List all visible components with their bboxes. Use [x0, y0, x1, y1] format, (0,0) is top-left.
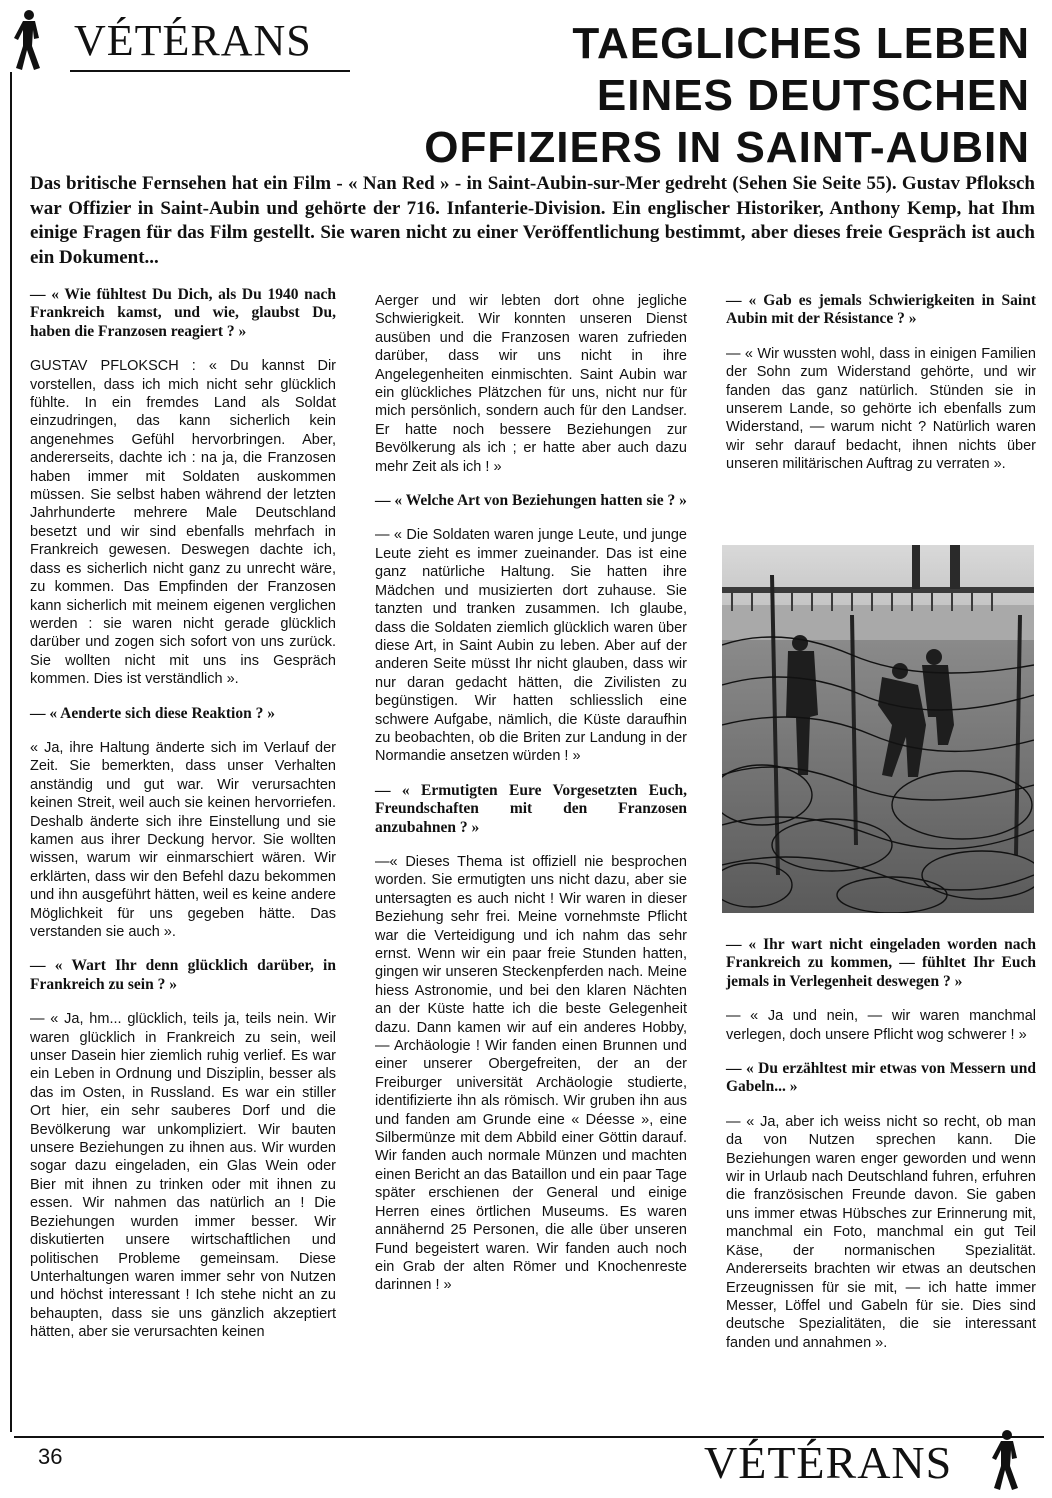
barbed-wire-illustration	[722, 545, 1034, 913]
interview-answer: Aerger und wir lebten dort ohne jegliche Schwierigkeit. Wir konnten unseren Dienst ausüben und die Franzosen waren zufrieden darüber, dass wir uns nicht in ihre Angelegenheiten einmischten. Saint Aubin war ein glückliches Plätzchen für uns, nicht nur für mich persönlich, sondern auch für den Landser. Er hatte noch bessere Beziehungen zur Bevölkerung als ich ; er hatte aber auch dazu mehr Zeit als ich ! »	[375, 293, 687, 475]
interview-answer: GUSTAV PFLOKSCH : « Du kannst Dir vorstellen, dass ich mich nicht sehr glücklich fühlte. In ein fremdes Land als Soldat einzudringen, das kann sicherlich kein angenehmes Gefühl hervorbringen. Aber, andererseits, dachte ich : na ja, die Franzosen haben immer mit Soldaten auskommen müssen. Sie selbst haben während der letzten Jahrhunderte mehrere Male Deutschland besetzt und wir sind ebenfalls mehrfach in Frankreich gewesen. Deswegen dachte ich, dass es sicherlich nicht ganz zu unrecht wäre, zu kommen. Das Empfinden der Franzosen kann sicherlich mit meinem eigenen verglichen werden : sie waren nicht gerade glücklich darüber und zogen sich sofort von uns zurück. Sie wollten nicht mit uns ins Gespräch kommen. Dies ist verständlich ».	[30, 358, 336, 688]
interview-question: — « Wart Ihr denn glücklich darüber, in Frankreich zu sein ? »	[30, 957, 336, 993]
soldier-silhouette-icon	[988, 1428, 1024, 1492]
text-column-3-top	[726, 292, 1036, 490]
headline-line: OFFIZIERS IN SAINT-AUBIN	[424, 123, 1030, 172]
barbed-wire-photo	[722, 545, 1034, 913]
text-column-2	[375, 292, 687, 1295]
interview-answer: — « Ja, aber ich weiss nicht so recht, ob man da von Nutzen sprechen kann. Die Beziehungen waren enger geworden und wenn wir in Urlaub nach Deutschland fuhren, erfuhren die französischen Freunde davon. Sie gaben uns immer etwas Hübsches zur Erinnerung mit, manchmal ein Foto, manchmal ein gut Teil Käse, der normanischen Spezialität. Andererseits brachten wir etwas an deutschen Erzeugnissen für sie mit, — ich hatte immer Messer, Löffel und Gabeln für sie. Dies sind deutsche Spezialitäten, die sie interessant fanden und annahmen ».	[726, 1113, 1036, 1351]
interview-answer: — « Ja und nein, — wir waren manchmal verlegen, doch unsere Pflicht wog schwerer ! »	[726, 1008, 1036, 1043]
interview-question: — « Welche Art von Beziehungen hatten sie ? »	[375, 492, 687, 510]
interview-question: — « Gab es jemals Schwierigkeiten in Saint Aubin mit der Résistance ? »	[726, 292, 1036, 328]
interview-answer: — « Ja, hm... glücklich, teils ja, teils nein. Wir waren glücklich in Frankreich zu sein, weil unser Dasein hier ziemlich ruhig verlief. Es war ein Leben in Ordnung und Disziplin, besser als das im Osten, in Russland. Es war ein stiller Ort hier, ein sehr sauberes Dorf und die Bevölkerung war unkompliziert. Wir bauten unsere Beziehungen zu ihnen aus. Wir wurden sogar dazu eingeladen, ein Glas Wein oder Bier mit ihnen zu trinken oder mit ihnen zu essen. Wir nahmen das natürlich an ! Die Beziehungen wurden immer besser. Wir diskutierten unsere wirtschaftlichen und politischen Probleme gemeinsam. Diese Unterhaltungen waren immer sehr von Nutzen und höchst interessant ! Ich stehe nicht an zu behaupten, dass sie uns gänzlich akzeptiert hätten, aber sie verursachten keinen	[30, 1011, 336, 1341]
interview-question: — « Aenderte sich diese Reaktion ? »	[30, 704, 275, 722]
headline-line: EINES DEUTSCHEN	[596, 71, 1030, 120]
interview-answer: — « Wir wussten wohl, dass in einigen Familien der Sohn zum Widerstand gehörte, und wir fanden das ganz natürlich. Stünden sie in unserem Lande, so gehörte ich ebenfalls zum Widerstand, — warum nicht ? Natürlich waren wir sehr darauf bedacht, ihnen nichts über unseren militärischen Auftrag zu verraten ».	[726, 345, 1036, 473]
interview-question: — « Du erzähltest mir etwas von Messern und Gabeln... »	[726, 1060, 1036, 1096]
headline-line: TAEGLICHES LEBEN	[572, 19, 1030, 68]
left-margin-rule	[10, 72, 12, 1432]
article-intro: Das britische Fernsehen hat ein Film - « Nan Red » - in Saint-Aubin-sur-Mer gedreht (Sehen Sie Seite 55). Gustav Pfloksch war Offizier in Saint-Aubin und gehörte der 716. Infanterie-Division. Ein englischer Historiker, Anthony Kemp, hat Ihm einige Fragen für das Film gestellt. Sie waren nicht zu einer Veröffentlichung bestimmt, aber dieses freie Gespräch ist auch ein Dokument...	[30, 173, 1035, 268]
interview-answer: —« Dieses Thema ist offiziell nie besprochen worden. Sie ermutigten uns nicht dazu, aber sie untersagten es auch nicht ! Wir waren in dieser Beziehung sehr frei. Meine vornehmste Pflicht war die Verteidigung und ich nahm das sehr ernst. Wenn wir ein paar freie Stunden hatten, gingen wir unseren Steckenpferden nach. Meine hiess Astronomie, und bei den klaren Nächten an der Küste hatte ich die beste Gelegenheit dazu. Dann kamen wir auf ein anderes Hobby, — Archäologie ! Wir fanden einen Brunnen und einer unserer Obergefreiten, der an der Freiburger universität Archäologie studierte, identifizierte ihn als römisch. Wir gruben ihn aus und fanden am Grunde eine « Déesse », eine Silbermünze mit dem Abbild einer Göttin darauf. Wir fanden auch normale Münzen und machten einen Bericht an das Bataillon und ein paar Tage später erschienen der General und einige Herren eines örtlichen Museums. Es waren annähernd 25 Personen, die alle über unseren Fund begeistert waren. Wir fanden auch noch ein Grab der alten Römer und Knochenreste darinnen ! »	[375, 853, 687, 1294]
interview-question: — « Ermutigten Eure Vorgesetzten Euch, Freundschaften mit den Franzosen anzubahnen ? »	[375, 781, 687, 836]
soldier-silhouette-icon	[10, 8, 46, 72]
magazine-logo-top: VÉTÉRANS	[74, 16, 312, 65]
text-column-1	[30, 286, 336, 1342]
magazine-logo-bottom: VÉTÉRANS	[704, 1437, 953, 1488]
interview-answer: — « Die Soldaten waren junge Leute, und junge Leute zieht es immer zueinander. Das ist eine ganz natürliche Haltung. Sie hatten ihre Mädchen und musizierten dort zuhause. Sie tanzten und tranken zusammen. Ich glaube, dass die Soldaten ziemlich glücklich waren über diese Art, in Saint Aubin zu leben. Aber auf der anderen Seite müsst Ihr nicht glauben, dass wir nur daran gedacht hätten, die Zivilisten zu begünstigen. Wir hatten schliesslich eine schwere Aufgabe, nämlich, die Küste daraufhin zu beobachten, ob die Briten zur Landung in der Normandie ansetzen würden ! »	[375, 527, 687, 765]
interview-question: — « Wie fühltest Du Dich, als Du 1940 nach Frankreich kamst, und wie, glaubst Du, haben die Franzosen reagiert ? »	[30, 286, 336, 340]
page-number: 36	[38, 1444, 63, 1469]
interview-question: — « Ihr wart nicht eingeladen worden nach Frankreich zu kommen, — fühltet Ihr Euch jemals in Verlegenheit deswegen ? »	[726, 936, 1036, 990]
logo-underline	[70, 70, 350, 72]
interview-answer: « Ja, ihre Haltung änderte sich im Verlauf der Zeit. Sie bemerkten, dass unser Verhalten anständig und gut war. Wir verursachten keinen Streit, weil auch sie keinen hervorriefen. Deshalb änderte sich ihre Einstellung und sie kamen aus ihrer Deckung hervor. Sie wollten wissen, warum wir einmarschiert wären. Wir erklärten, dass wir den Befehl dazu bekommen und ihn ausgeführt hätten, weil es keine andere Möglichkeit für uns gegeben hätte. Das verstanden sie auch ».	[30, 739, 336, 940]
article-headline	[350, 18, 1030, 174]
text-column-3-bottom	[726, 936, 1036, 1352]
